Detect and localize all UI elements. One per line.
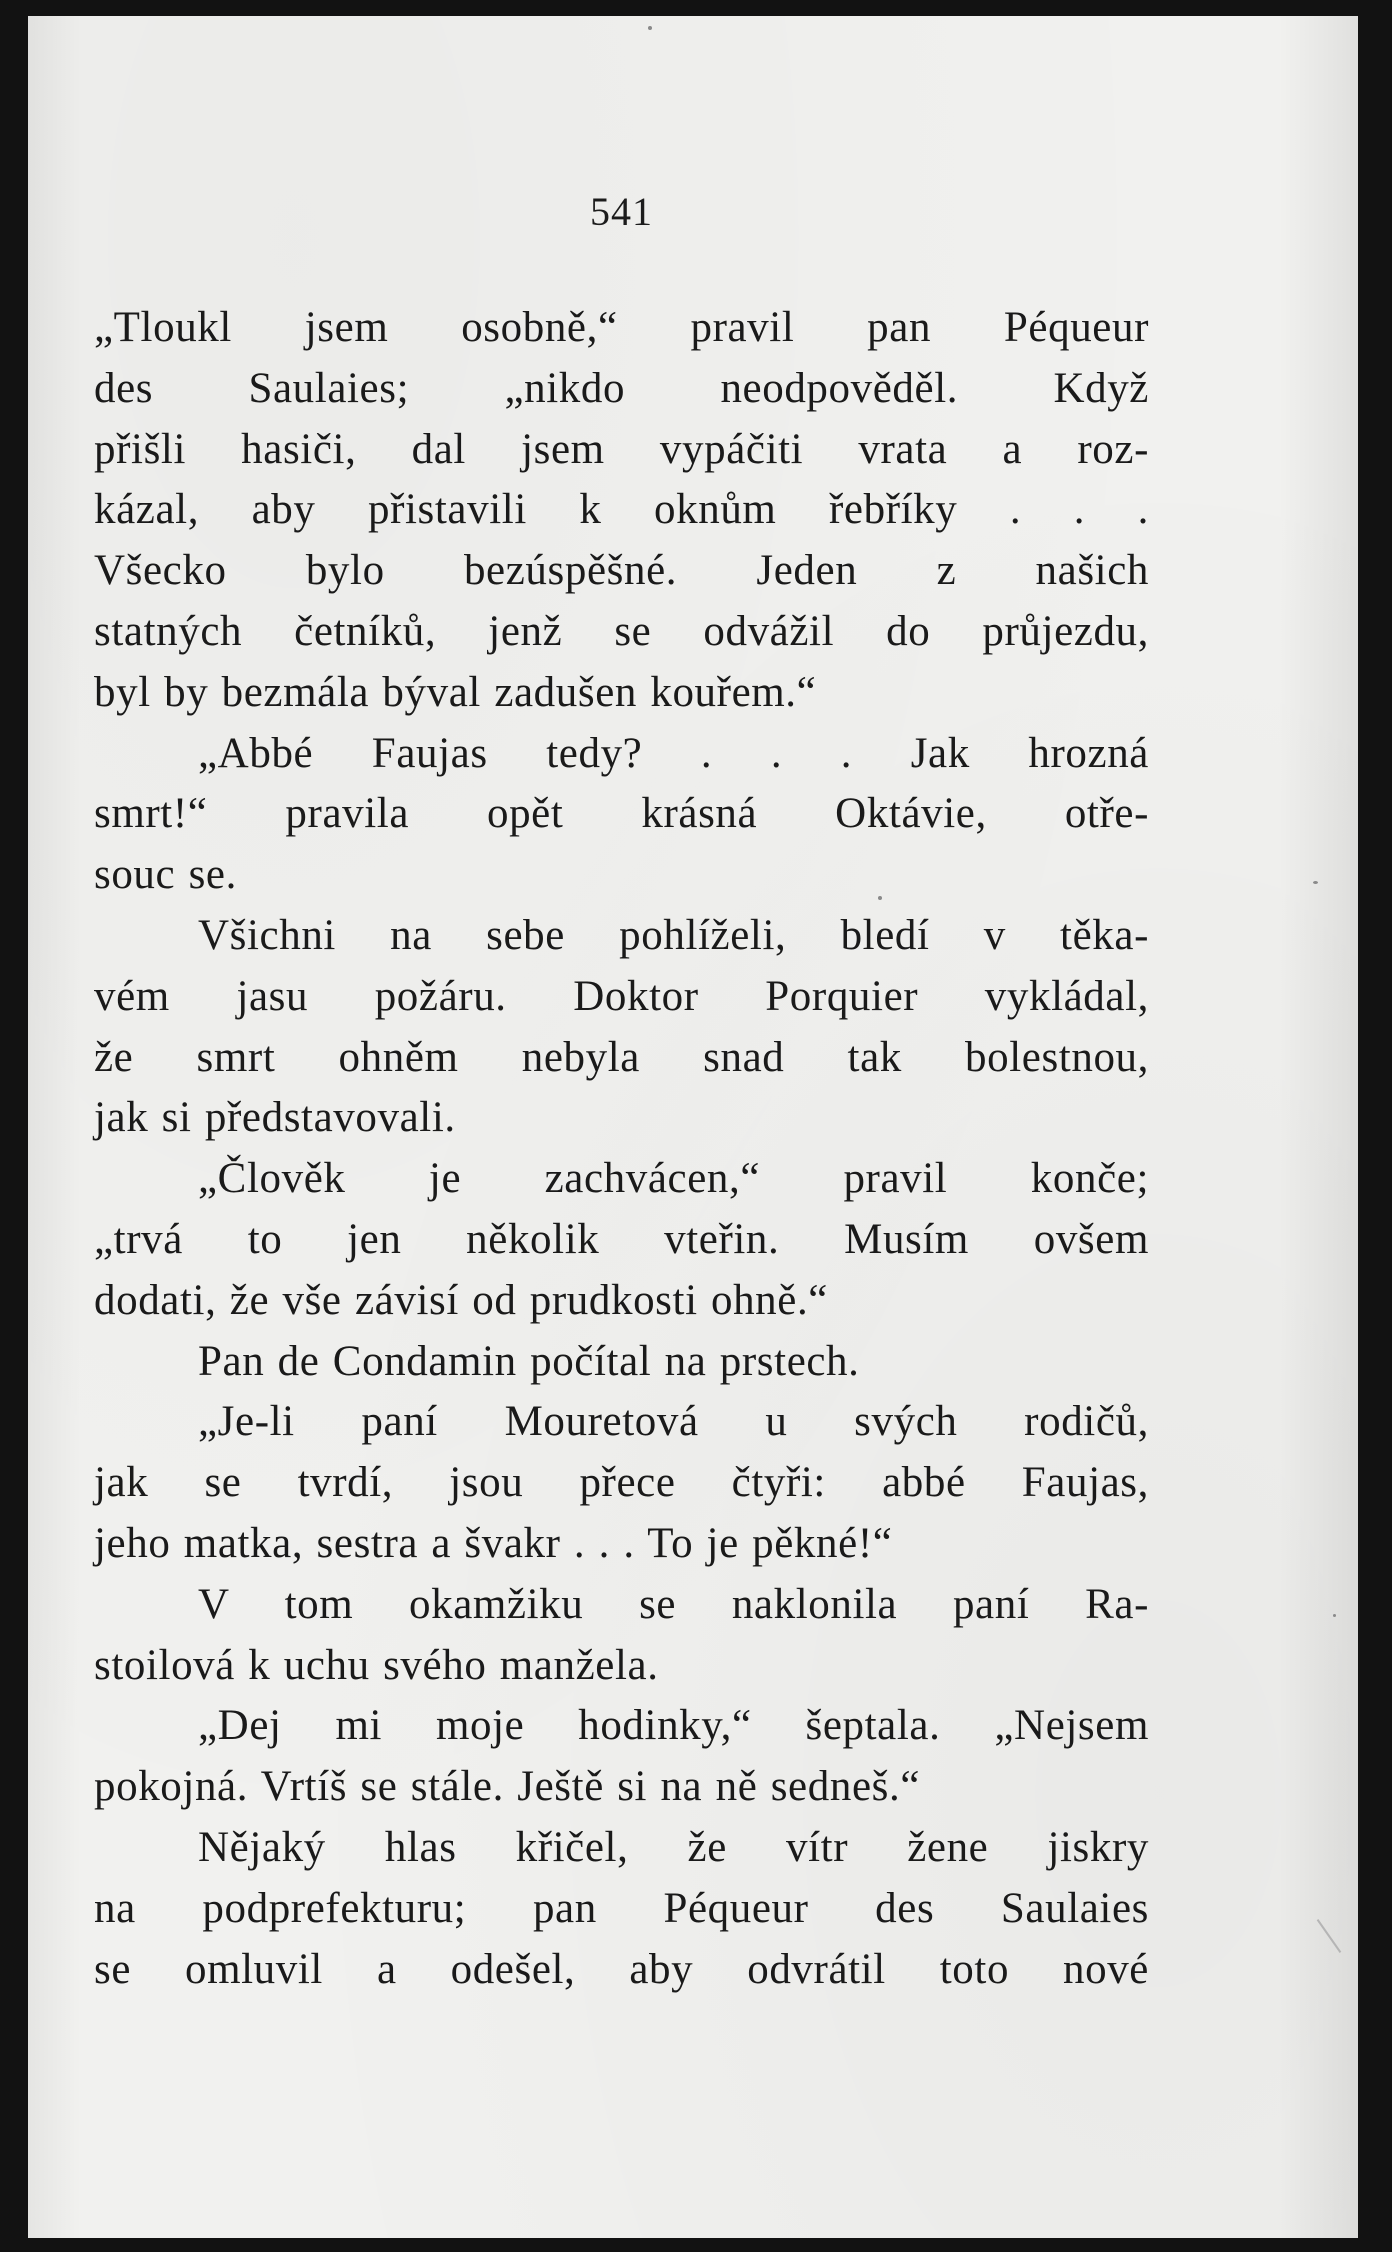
text-line: V tom okamžiku se naklonila paní Ra-	[198, 1580, 1149, 1628]
paper-speck	[1333, 1614, 1336, 1617]
paper-speck	[648, 26, 652, 30]
text-line: Všichni na sebe pohlíželi, bledí v těka-	[198, 911, 1149, 959]
text-line: přišli hasiči, dal jsem vypáčiti vrata a roz-	[94, 425, 1149, 473]
text-line: kázal, aby přistavili k oknům řebříky . . .	[94, 486, 1149, 534]
text-line: stoilová k uchu svého manžela.	[94, 1641, 659, 1689]
text-line: Nějaký hlas křičel, že vítr žene jiskry	[198, 1823, 1149, 1871]
text-line: statných četníků, jenž se odvážil do průjezdu,	[94, 607, 1149, 655]
text-line: „Člověk je zachvácen,“ pravil konče;	[198, 1155, 1149, 1203]
text-line: smrt!“ pravila opět krásná Oktávie, otře-	[94, 790, 1149, 838]
text-line: „Abbé Faujas tedy? . . . Jak hrozná	[198, 729, 1149, 777]
text-line: jak se tvrdí, jsou přece čtyři: abbé Faujas,	[94, 1459, 1149, 1507]
paper-speck	[1317, 1919, 1342, 1953]
text-line: „Je-li paní Mouretová u svých rodičů,	[198, 1398, 1149, 1446]
text-line: Pan de Condamin počítal na prstech.	[198, 1337, 860, 1385]
page-number: 541	[590, 189, 653, 234]
text-line: jeho matka, sestra a švakr . . . To je pěkné!“	[94, 1519, 893, 1567]
paper-speck	[1313, 881, 1318, 884]
body-text	[94, 298, 1149, 2000]
text-line: Všecko bylo bezúspěšné. Jeden z našich	[94, 547, 1149, 595]
text-line: des Saulaies; „nikdo neodpověděl. Když	[94, 364, 1149, 412]
text-line: „trvá to jen několik vteřin. Musím ovšem	[94, 1215, 1149, 1263]
text-line: na podprefekturu; pan Péqueur des Saulaies	[94, 1884, 1149, 1932]
text-line: jak si představovali.	[94, 1094, 456, 1142]
text-line: dodati, že vše závisí od prudkosti ohně.“	[94, 1276, 828, 1324]
text-line: pokojná. Vrtíš se stále. Ještě si na ně sedneš.“	[94, 1763, 921, 1811]
text-line: souc se.	[94, 851, 237, 899]
text-line: „Dej mi moje hodinky,“ šeptala. „Nejsem	[198, 1702, 1149, 1750]
text-line: že smrt ohněm nebyla snad tak bolestnou,	[94, 1033, 1149, 1081]
text-line: byl by bezmála býval zadušen kouřem.“	[94, 668, 817, 716]
text-line: vém jasu požáru. Doktor Porquier vykládal,	[94, 972, 1149, 1020]
text-line: se omluvil a odešel, aby odvrátil toto nové	[94, 1945, 1149, 1993]
text-line: „Tloukl jsem osobně,“ pravil pan Péqueur	[94, 304, 1149, 351]
